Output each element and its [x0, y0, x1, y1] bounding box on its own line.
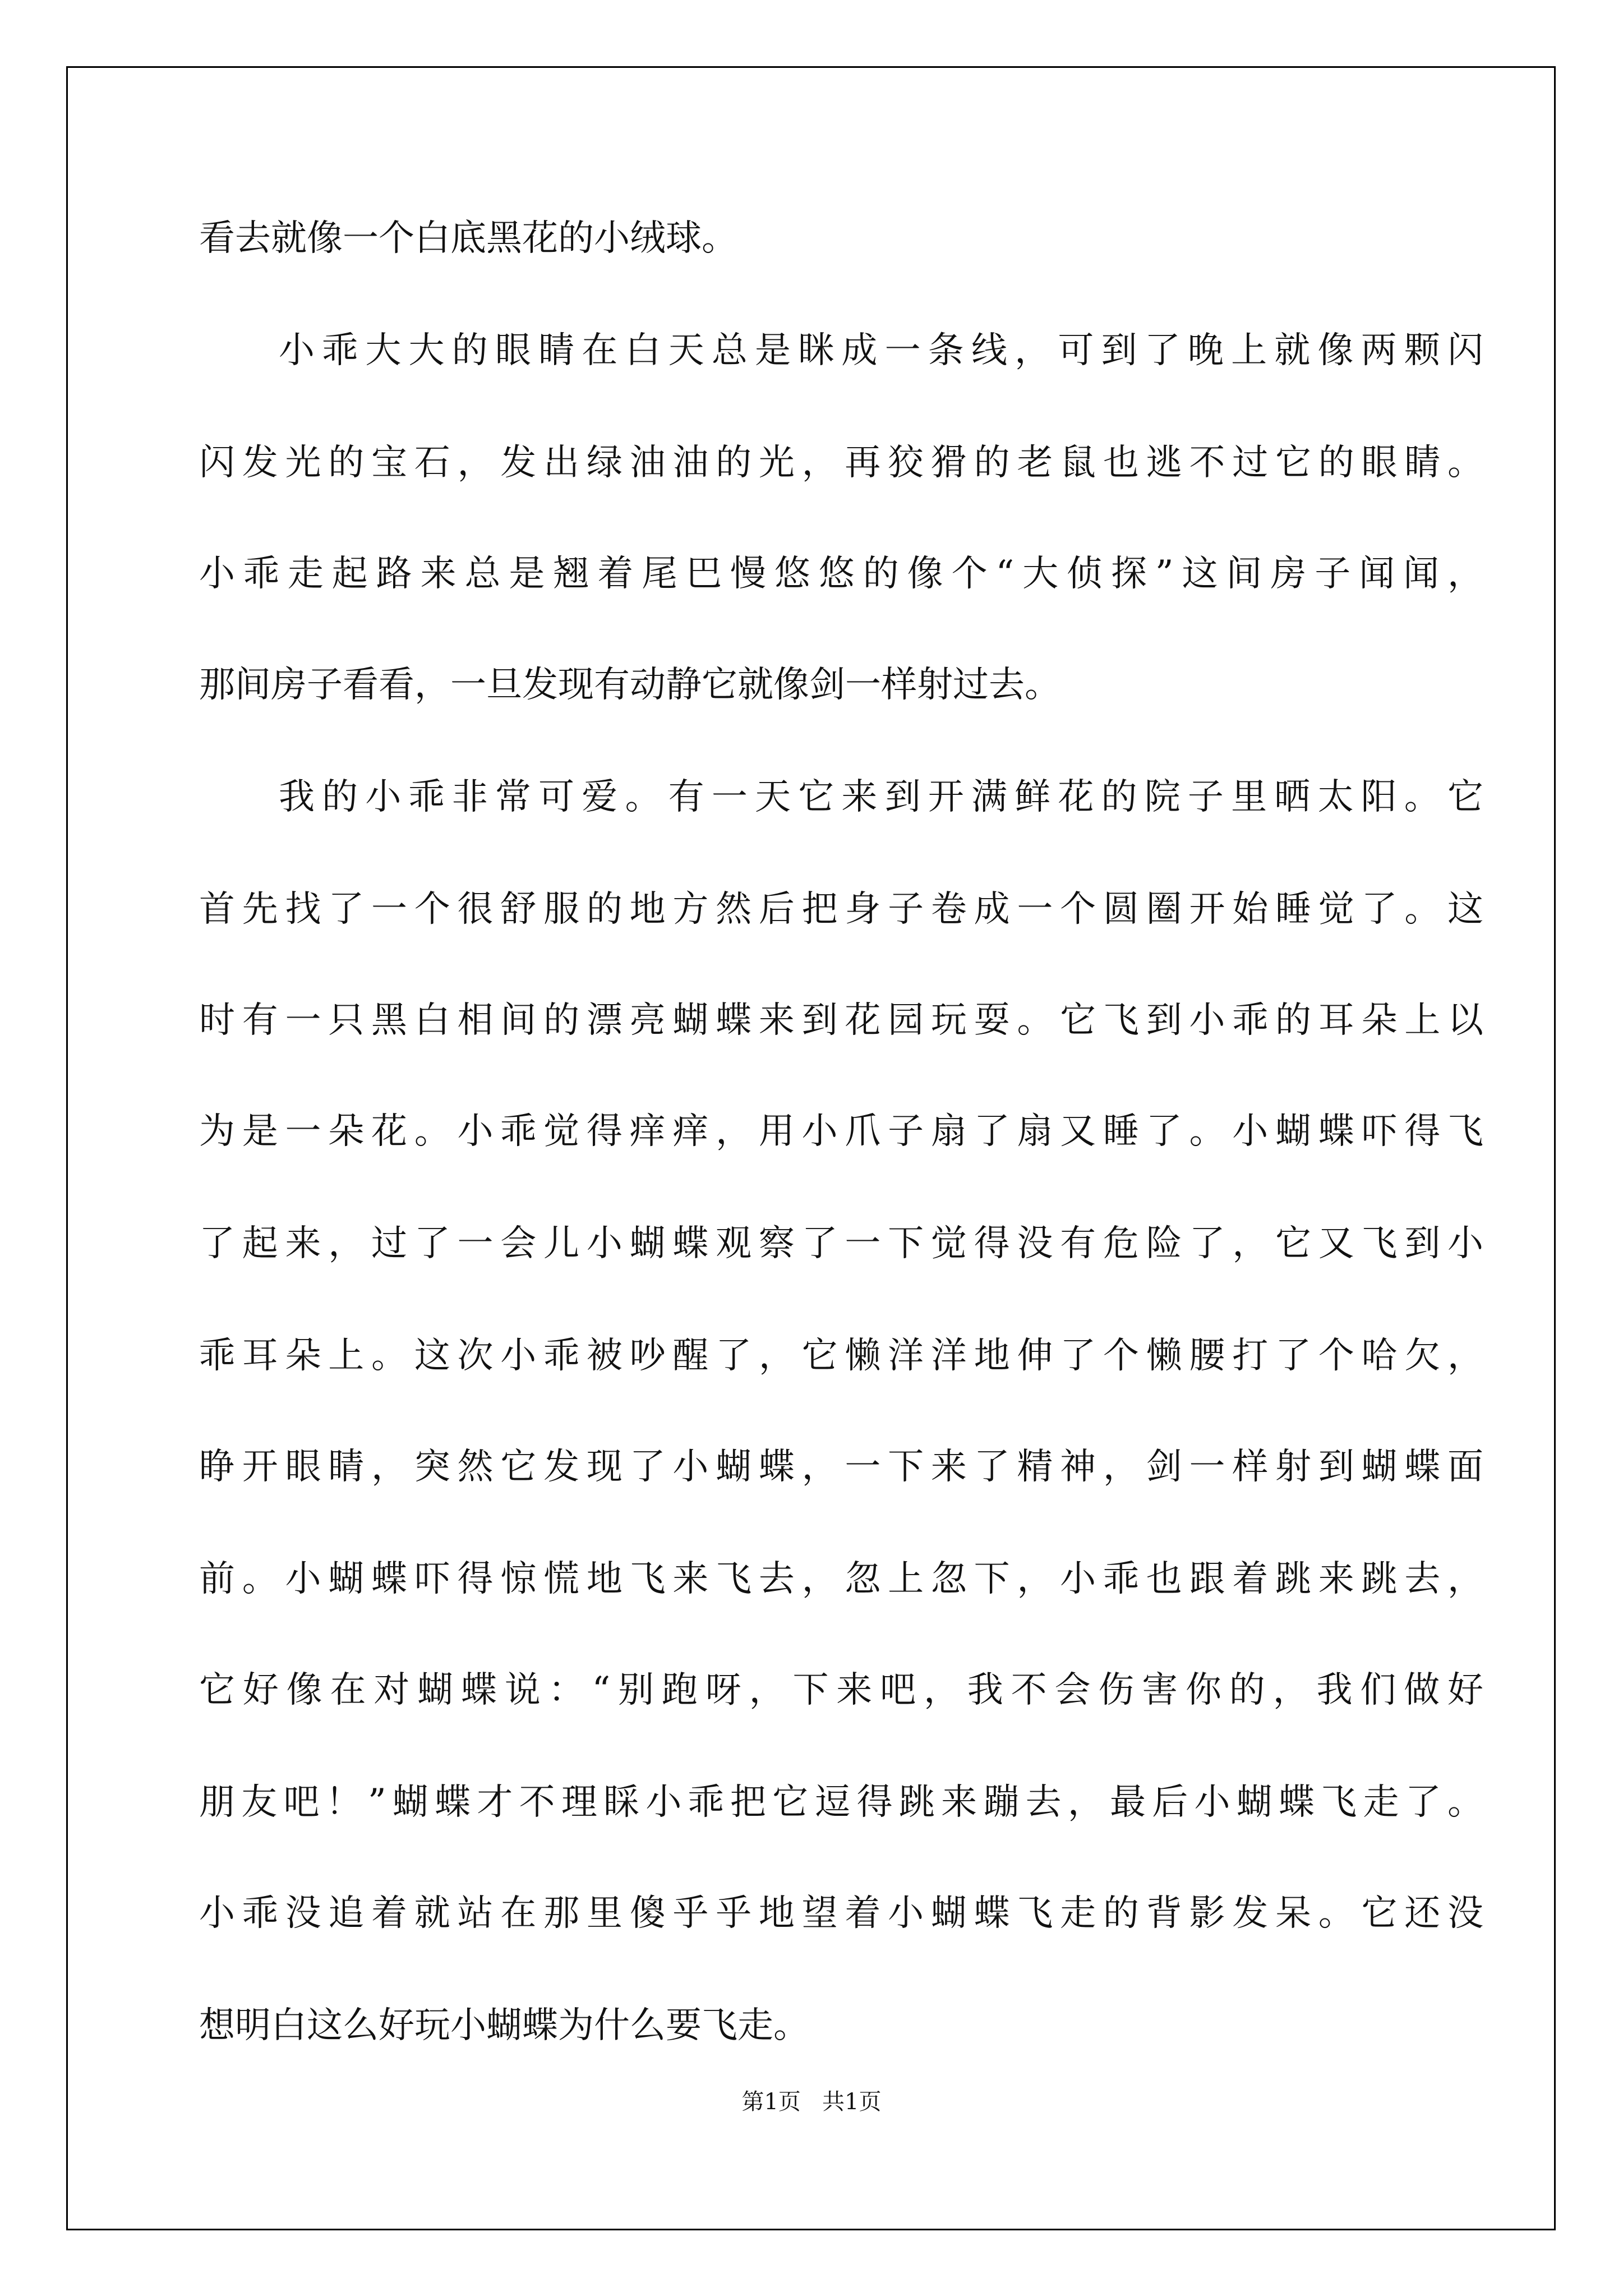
paragraph-start-line: 我的小乖非常可爱。有一天它来到开满鲜花的院子里晒太阳。它 — [279, 776, 1483, 818]
text-line: 了起来，过了一会儿小蝴蝶观察了一下觉得没有危险了，它又飞到小 — [199, 1223, 1483, 1264]
text-line: 时有一只黑白相间的漂亮蝴蝶来到花园玩耍。它飞到小乖的耳朵上以 — [199, 1000, 1483, 1041]
text-line: 闪发光的宝石，发出绿油油的光，再狡猾的老鼠也逃不过它的眼睛。 — [199, 442, 1483, 484]
text-line: 它好像在对蝴蝶说：“别跑呀，下来吧，我不会伤害你的，我们做好 — [199, 1669, 1483, 1711]
text-line: 小乖走起路来总是翘着尾巴慢悠悠的像个“大侦探”这间房子闻闻， — [199, 553, 1483, 595]
text-line: 朋友吧！”蝴蝶才不理睬小乖把它逗得跳来蹦去，最后小蝴蝶飞走了。 — [199, 1782, 1483, 1823]
text-line: 前。小蝴蝶吓得惊慌地飞来飞去，忽上忽下，小乖也跟着跳来跳去， — [199, 1558, 1483, 1600]
text-line: 为是一朵花。小乖觉得痒痒，用小爪子扇了扇又睡了。小蝴蝶吓得飞 — [199, 1111, 1483, 1152]
text-line: 那间房子看看，一旦发现有动静它就像剑一样射过去。 — [199, 664, 1061, 706]
text-line: 乖耳朵上。这次小乖被吵醒了，它懒洋洋地伸了个懒腰打了个哈欠， — [199, 1335, 1483, 1377]
text-line: 睁开眼睛，突然它发现了小蝴蝶，一下来了精神，剑一样射到蝴蝶面 — [199, 1446, 1483, 1488]
page-footer: 第1页 共1页 — [741, 2089, 882, 2115]
text-line: 看去就像一个白底黑花的小绒球。 — [199, 218, 737, 259]
paragraph-start-line: 小乖大大的眼睛在白天总是眯成一条线，可到了晚上就像两颗闪 — [279, 330, 1483, 371]
text-line: 小乖没追着就站在那里傻乎乎地望着小蝴蝶飞走的背影发呆。它还没 — [199, 1893, 1483, 1934]
text-line: 想明白这么好玩小蝴蝶为什么要飞走。 — [199, 2005, 809, 2046]
text-line: 首先找了一个很舒服的地方然后把身子卷成一个圆圈开始睡觉了。这 — [199, 889, 1483, 930]
